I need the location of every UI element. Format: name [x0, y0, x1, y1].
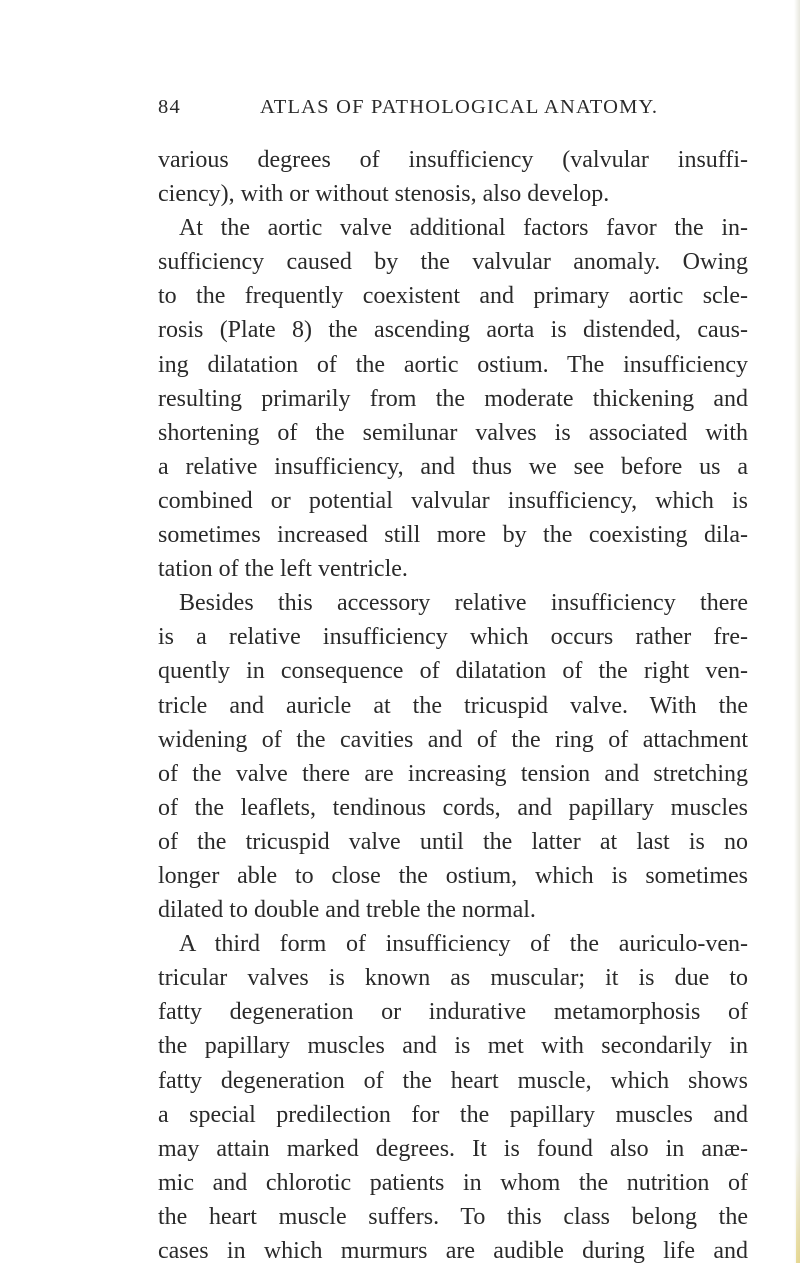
text-line: of the tricuspid valve until the latter at last is no	[158, 828, 748, 855]
text-line: of the leaflets, tendinous cords, and papillary muscles	[158, 794, 748, 821]
text-line: sometimes increased still more by the coexisting dila-	[158, 522, 748, 549]
paragraph-first-line: At the aortic valve additional factors favor the in-	[179, 215, 748, 242]
text-line: fatty degeneration or indurative metamorphosis of	[158, 999, 748, 1026]
text-line: combined or potential valvular insufficiency, which is	[158, 487, 748, 514]
text-line: a relative insufficiency, and thus we see before us a	[158, 453, 748, 480]
text-line: the papillary muscles and is met with secondarily in	[158, 1033, 748, 1060]
text-line: resulting primarily from the moderate thickening and	[158, 385, 748, 412]
paragraph-first-line: Besides this accessory relative insufficiency there	[179, 590, 748, 617]
text-line: fatty degeneration of the heart muscle, which shows	[158, 1067, 748, 1094]
text-line: of the valve there are increasing tension and stretching	[158, 760, 748, 787]
page-edge-stain	[796, 1150, 800, 1263]
text-line: tricular valves is known as muscular; it is due to	[158, 965, 748, 992]
text-line: ing dilatation of the aortic ostium. The insufficiency	[158, 351, 748, 378]
text-line: sufficiency caused by the valvular anomaly. Owing	[158, 249, 748, 276]
page-number: 84	[158, 96, 181, 118]
text-line: tricle and auricle at the tricuspid valve. With the	[158, 692, 748, 719]
running-head	[158, 90, 748, 124]
text-line: the heart muscle suffers. To this class belong the	[158, 1203, 748, 1230]
text-line: various degrees of insufficiency (valvular insuffi-	[158, 147, 748, 173]
text-line: widening of the cavities and of the ring of attachment	[158, 726, 748, 753]
text-line: cases in which murmurs are audible during life and	[158, 1238, 748, 1264]
text-line: a special predilection for the papillary muscles and	[158, 1101, 748, 1128]
text-line: dilated to double and treble the normal.	[158, 897, 536, 924]
text-line: may attain marked degrees. It is found also in anæ-	[158, 1135, 748, 1162]
page-edge-shadow	[794, 0, 800, 1263]
text-line: to the frequently coexistent and primary aortic scle-	[158, 283, 748, 310]
running-title: ATLAS OF PATHOLOGICAL ANATOMY.	[260, 96, 659, 118]
body-text	[158, 143, 748, 1268]
text-line: tation of the left ventricle.	[158, 556, 408, 583]
text-line: ciency), with or without stenosis, also develop.	[158, 181, 610, 208]
text-line: rosis (Plate 8) the ascending aorta is distended, caus-	[158, 317, 748, 344]
text-line: longer able to close the ostium, which is sometimes	[158, 862, 748, 889]
text-line: quently in consequence of dilatation of the right ven-	[158, 658, 748, 685]
text-line: mic and chlorotic patients in whom the nutrition of	[158, 1169, 748, 1196]
text-line: is a relative insufficiency which occurs rather fre-	[158, 624, 748, 651]
paragraph-first-line: A third form of insufficiency of the auriculo-ven-	[179, 931, 748, 958]
text-line: shortening of the semilunar valves is associated with	[158, 419, 748, 446]
